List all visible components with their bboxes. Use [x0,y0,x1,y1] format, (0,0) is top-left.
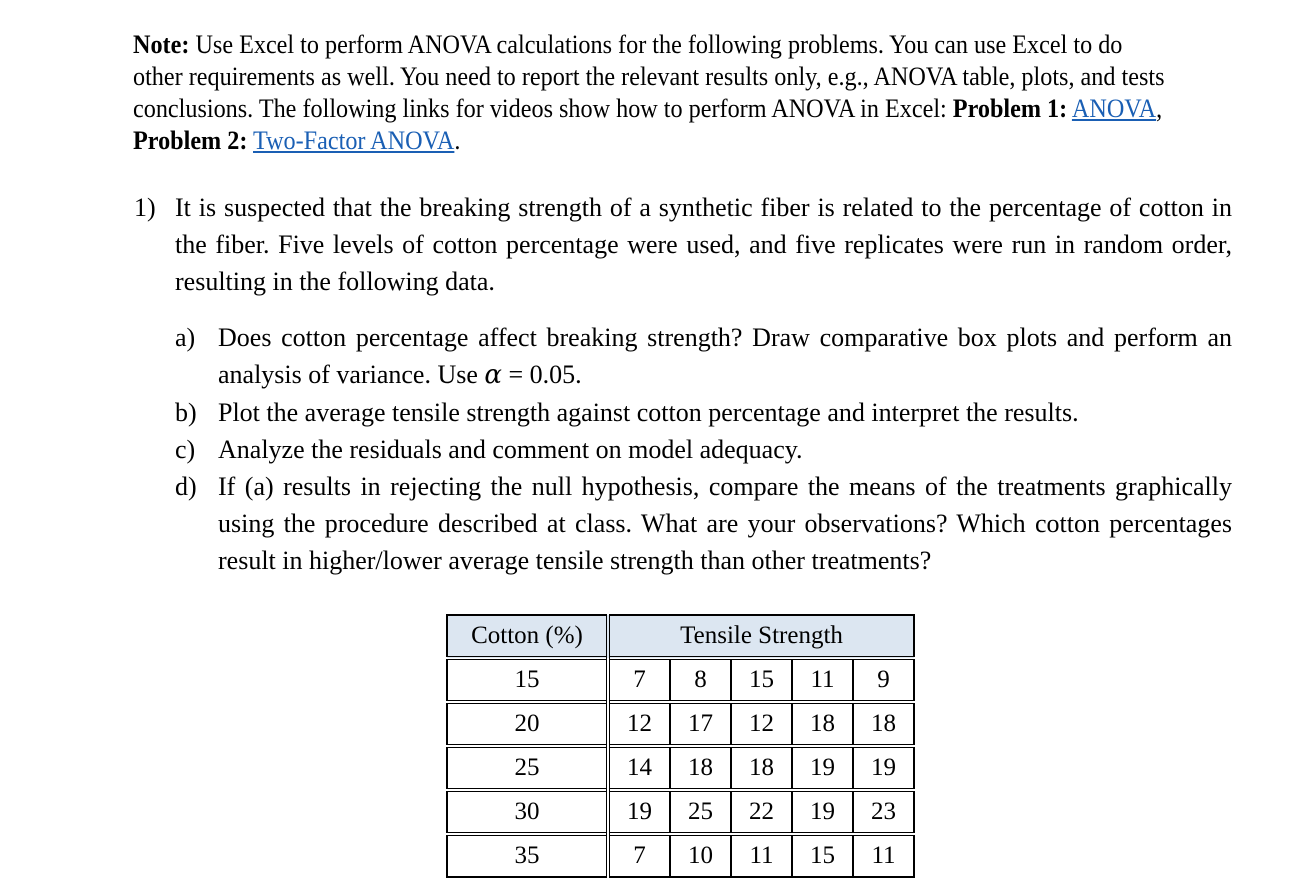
value-cell: 19 [792,790,853,834]
value-cell: 25 [670,790,731,834]
question-1 [134,189,1232,300]
value-cell: 22 [731,790,792,834]
value-cell: 23 [853,790,914,834]
value-cell: 8 [670,658,731,702]
table-row [447,834,914,877]
anova-video-link[interactable]: ANOVA [1071,94,1157,123]
value-cell: 19 [792,746,853,790]
value-cell: 18 [670,746,731,790]
value-cell: 15 [731,658,792,702]
value-cell: 7 [608,658,670,702]
note-label: Note: [133,30,190,59]
part-a-label: a) [175,323,196,352]
value-cell: 11 [731,834,792,877]
table-row [447,658,914,702]
part-c-text: Analyze the residuals and comment on model adequacy. [218,435,803,464]
part-d-text: If (a) results in rejecting the null hypothesis, compare the means of the treatments graphically using the procedure described at class. What are your observations? Which cotton percentages result in higher/lower average tensile strength than other treatments? [218,472,1232,575]
table-row [447,790,914,834]
part-d-label: d) [175,472,197,501]
part-b-label: b) [175,398,197,427]
value-cell: 10 [670,834,731,877]
two-factor-anova-video-link[interactable]: Two-Factor ANOVA [252,126,455,155]
question-1-number: 1) [134,193,156,222]
cotton-cell: 20 [447,702,608,746]
table-row [447,702,914,746]
part-b-text: Plot the average tensile strength against cotton percentage and interpret the results. [218,398,1079,427]
header-cotton: Cotton (%) [447,615,608,658]
value-cell: 12 [608,702,670,746]
problem1-label: Problem 1: [952,94,1068,123]
tensile-strength-table [446,614,915,878]
value-cell: 18 [853,702,914,746]
note-text: Use Excel to perform ANOVA calculations for the following problems. You can use Excel to do other requirements as well. You need to report the relevant results only, e.g., ANOVA table, plots, and tests conclusions. The following links for videos show how to perform ANOVA in Excel: [133,30,1165,123]
question-1-text: It is suspected that the breaking strength of a synthetic fiber is related to the percentage of cotton in the fiber. Five levels of cotton percentage were used, and five replicates were run in random order, resulting in the following data. [175,193,1232,296]
value-cell: 18 [792,702,853,746]
note-end: . [454,126,461,155]
value-cell: 11 [853,834,914,877]
part-a [175,319,1232,394]
cotton-cell: 25 [447,746,608,790]
value-cell: 18 [731,746,792,790]
note-paragraph: Note: Use Excel to perform ANOVA calculations for the following problems. You can use Excel to do other requirements as well. You need to report the relevant results only, e.g., ANOVA table, plots, and tests conclusions. The following links for videos show how to perform ANOVA in Excel: Problem 1: ANOVA, Problem 2: Two-Factor ANOVA. [133,30,1165,155]
value-cell: 12 [731,702,792,746]
value-cell: 14 [608,746,670,790]
header-tensile-strength: Tensile Strength [608,615,914,658]
table-header-row [447,615,914,658]
part-c [175,431,1232,468]
cotton-cell: 30 [447,790,608,834]
alpha-symbol: α [484,360,502,390]
value-cell: 11 [792,658,853,702]
value-cell: 19 [608,790,670,834]
value-cell: 19 [853,746,914,790]
cotton-cell: 15 [447,658,608,702]
value-cell: 9 [853,658,914,702]
value-cell: 17 [670,702,731,746]
cotton-cell: 35 [447,834,608,877]
part-d [175,468,1232,579]
value-cell: 7 [608,834,670,877]
part-c-label: c) [175,435,196,464]
problem2-label: Problem 2: [133,126,248,155]
value-cell: 15 [792,834,853,877]
table-row [447,746,914,790]
part-b [175,394,1232,431]
part-a-text: Does cotton percentage affect breaking strength? Draw comparative box plots and perform an analysis of variance. Use α = 0.05. [218,323,1232,390]
